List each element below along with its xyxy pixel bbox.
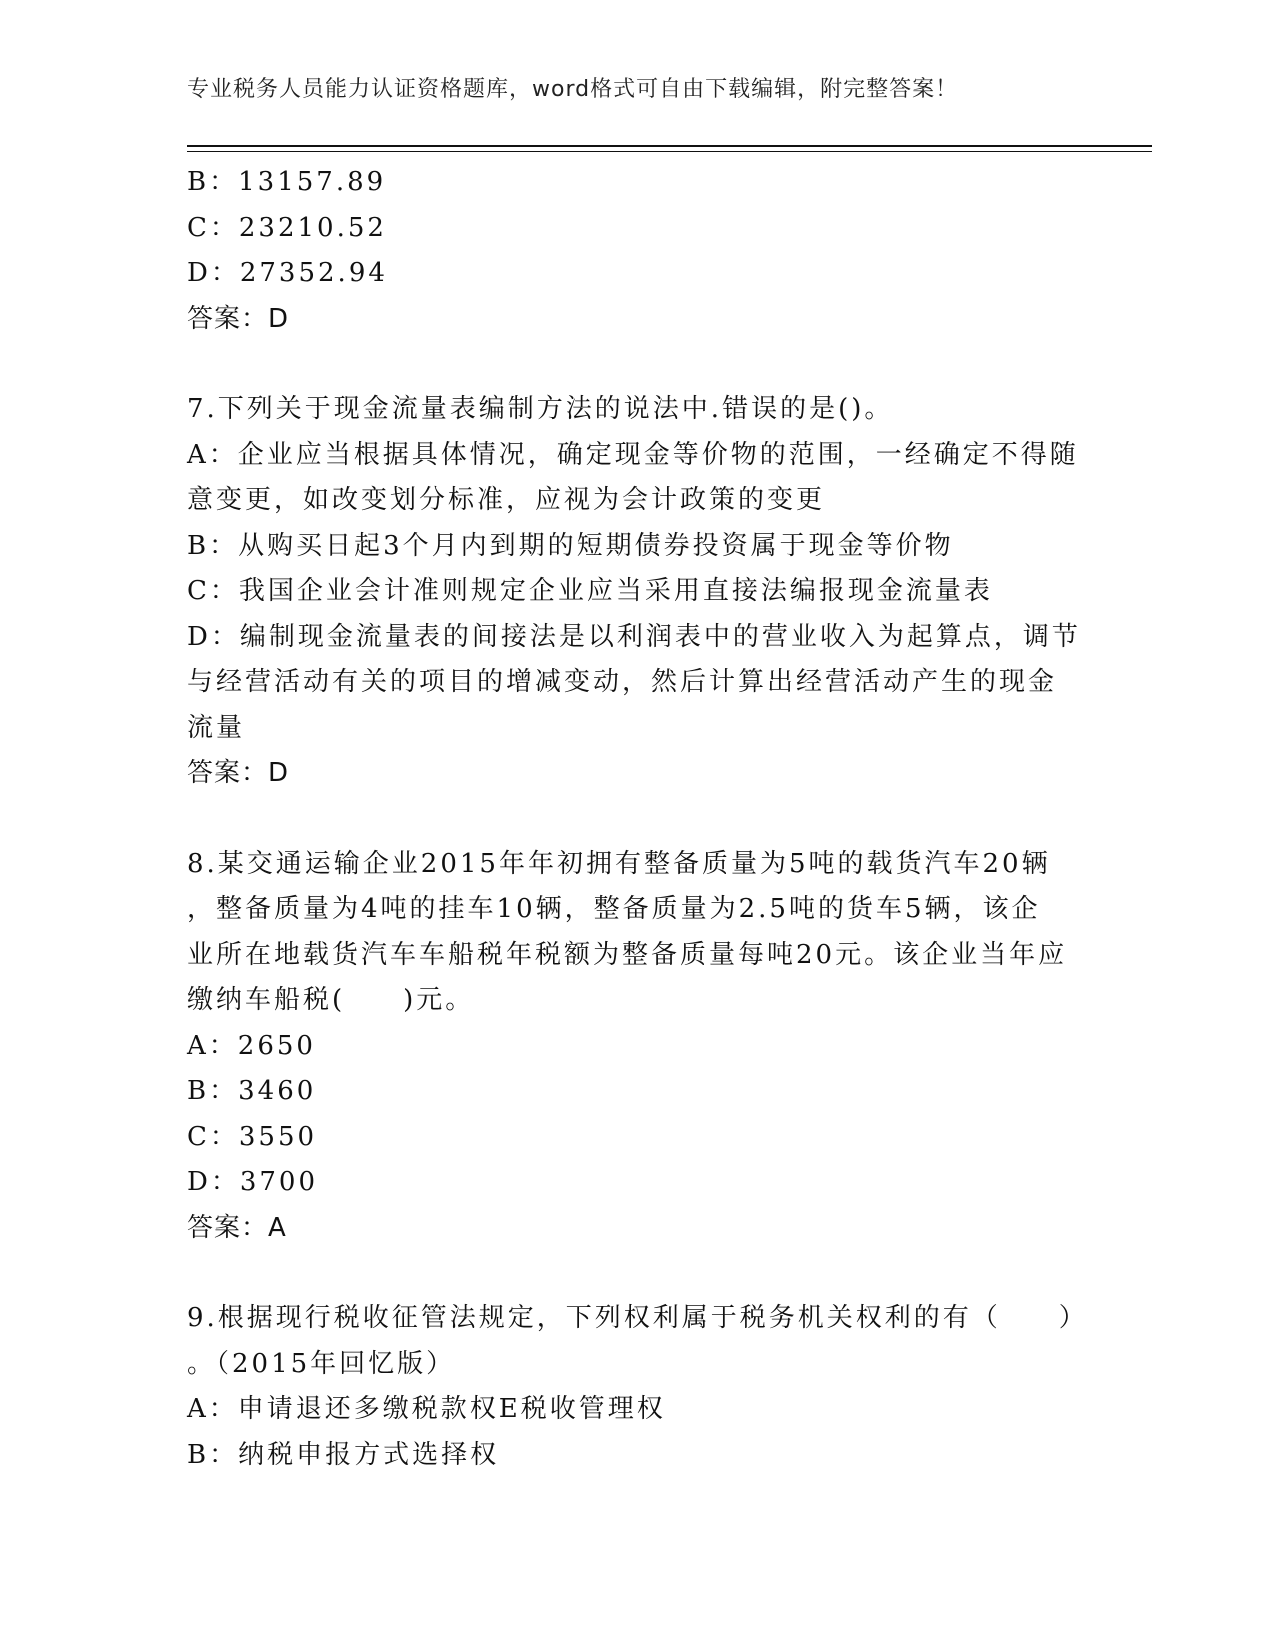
- q8-stem-line: 业所在地载货汽车车船税年税额为整备质量每吨20元。该企业当年应: [187, 939, 1068, 970]
- q7-line: 意变更，如改变划分标准，应视为会计政策的变更: [187, 485, 826, 515]
- q8-stem-line: ，整备质量为4吨的挂车10辆，整备质量为2.5吨的货车5辆，该企: [187, 894, 1041, 924]
- q9-option-a: A：申请退还多缴税款权E税收管理权: [187, 1394, 666, 1424]
- q6-option-d: D：27352.94: [187, 258, 388, 288]
- q8-option-c: C：3550: [187, 1121, 318, 1152]
- q6-option-b: B：13157.89: [187, 167, 387, 197]
- header-rule-thin: [187, 151, 1152, 152]
- q6-answer: 答案：D: [187, 303, 290, 334]
- q7-line: 与经营活动有关的项目的增减变动，然后计算出经营活动产生的现金: [187, 667, 1058, 697]
- q7-line: 流量: [187, 712, 246, 743]
- header-rule-thick: [187, 145, 1152, 147]
- q9-option-b: B：纳税申报方式选择权: [187, 1439, 500, 1470]
- q8-option-a: A：2650: [187, 1030, 316, 1061]
- q9-stem-line: 9.根据现行税收征管法规定，下列权利属于税务机关权利的有（ ）: [187, 1303, 1088, 1333]
- q7-stem: 7.下列关于现金流量表编制方法的说法中.错误的是()。: [187, 394, 894, 424]
- q8-option-d: D：3700: [187, 1167, 319, 1197]
- q7-line: A：企业应当根据具体情况，确定现金等价物的范围，一经确定不得随: [187, 439, 1079, 470]
- q9-stem-line: 。（2015年回忆版）: [187, 1348, 456, 1379]
- q7-line: C：我国企业会计准则规定企业应当采用直接法编报现金流量表: [187, 576, 993, 606]
- q7-line: D：编制现金流量表的间接法是以利润表中的营业收入为起算点，调节: [187, 621, 1081, 652]
- question-content: [187, 160, 1088, 1478]
- q8-stem-line: 8.某交通运输企业2015年年初拥有整备质量为5吨的载货汽车20辆: [187, 848, 1051, 879]
- q8-stem-line: 缴纳车船税( )元。: [187, 985, 475, 1015]
- q6-option-c: C：23210.52: [187, 212, 387, 243]
- q8-answer: 答案：A: [187, 1212, 287, 1243]
- q8-option-b: B：3460: [187, 1076, 317, 1106]
- page-header: 专业税务人员能力认证资格题库，word格式可自由下载编辑，附完整答案！: [187, 77, 959, 102]
- q7-answer: 答案：D: [187, 758, 290, 788]
- q7-line: B：从购买日起3个月内到期的短期债券投资属于现金等价物: [187, 530, 954, 561]
